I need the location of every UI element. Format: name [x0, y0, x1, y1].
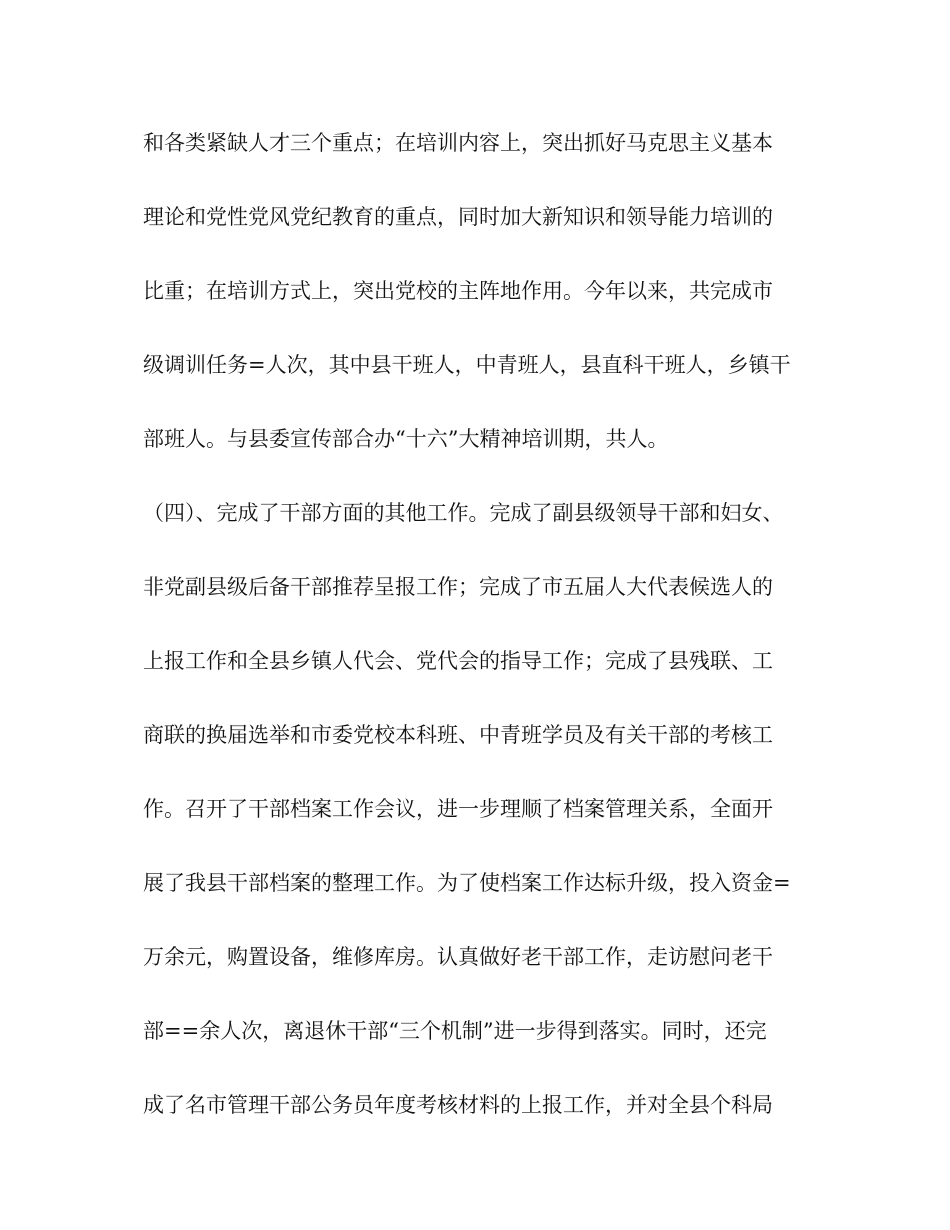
- text-line: 成了名市管理干部公务员年度考核材料的上报工作，并对全县个科局: [143, 1093, 773, 1117]
- text-line: 万余元，购置设备，维修库房。认真做好老干部工作，走访慰问老干: [143, 945, 773, 969]
- text-line: 展了我县干部档案的整理工作。为了使档案工作达标升级，投入资金=: [143, 871, 791, 895]
- text-line: 作。召开了干部档案工作会议，进一步理顺了档案管理关系，全面开: [143, 797, 773, 821]
- text-line: 商联的换届选举和市委党校本科班、中青班学员及有关干部的考核工: [143, 723, 773, 747]
- text-line: 级调训任务=人次，其中县干班人，中青班人，县直科干班人，乡镇干: [143, 353, 791, 377]
- section-heading-line: （四）、完成了干部方面的其他工作。完成了副县级领导干部和妇女、: [143, 501, 784, 525]
- text-line: 非党副县级后备干部推荐呈报工作；完成了市五届人大代表候选人的: [143, 575, 773, 599]
- text-line: 理论和党性党风党纪教育的重点，同时加大新知识和领导能力培训的: [143, 205, 773, 229]
- text-line: 上报工作和全县乡镇人代会、党代会的指导工作；完成了县残联、工: [143, 649, 773, 673]
- text-line: 部班人。与县委宣传部合办“十六”大精神培训期，共人。: [143, 427, 669, 451]
- text-line: 比重；在培训方式上，突出党校的主阵地作用。今年以来，共完成市: [143, 279, 773, 303]
- text-line: 部==余人次，离退休干部“三个机制”进一步得到落实。同时，还完: [143, 1019, 767, 1043]
- text-line: 和各类紧缺人才三个重点；在培训内容上，突出抓好马克思主义基本: [143, 131, 773, 155]
